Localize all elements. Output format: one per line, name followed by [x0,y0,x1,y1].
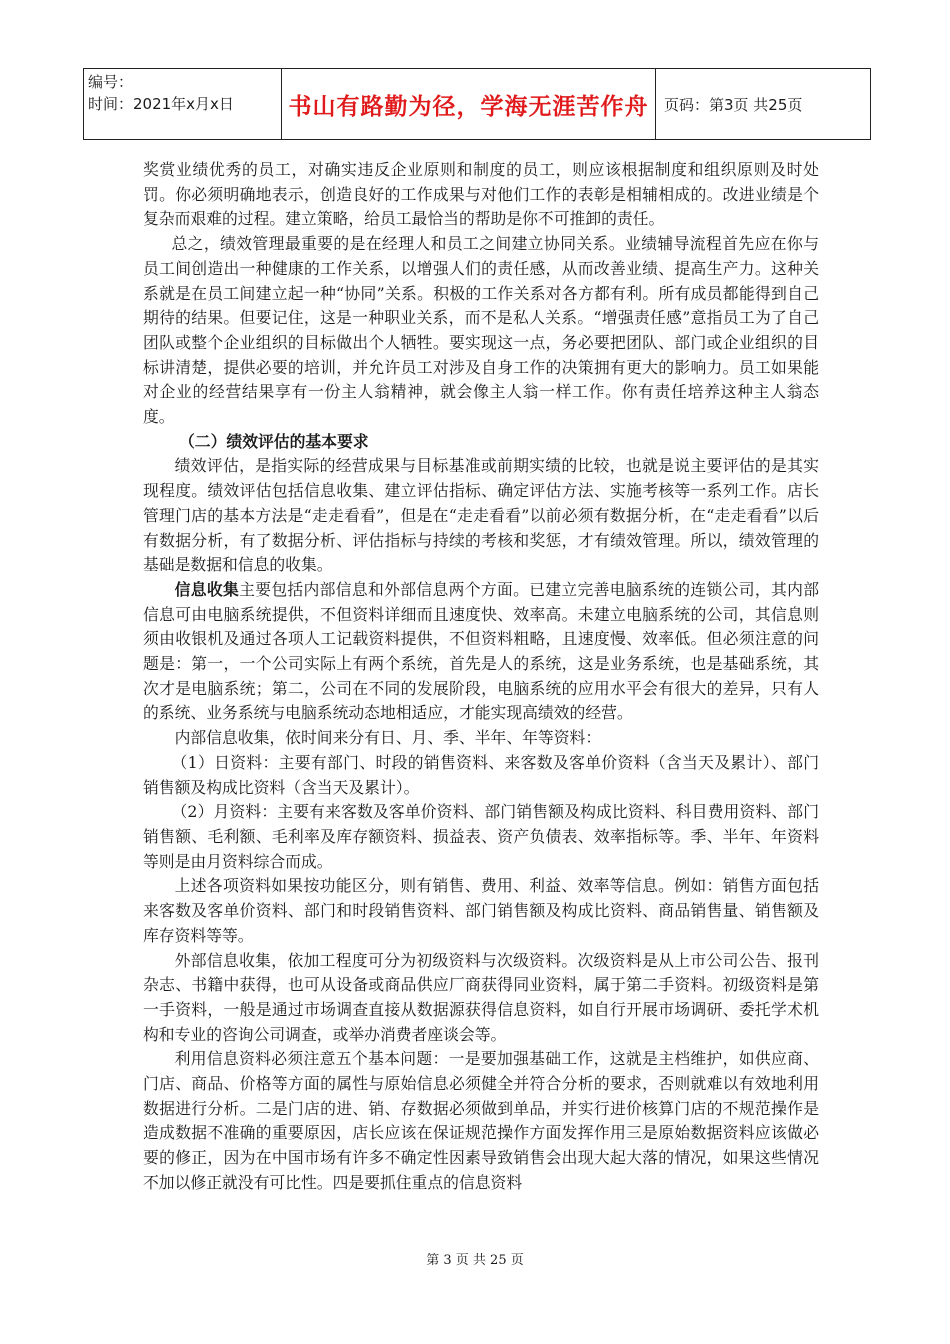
paragraph [143,578,819,726]
document-date: 时间：2021年x月x日 [88,95,234,113]
section-heading: （二）绩效评估的基本要求 [179,431,369,451]
header-meta [84,69,282,139]
paragraph: 总之，绩效管理最重要的是在经理人和员工之间建立协同关系。业绩辅导流程首先应在你与员工间创造出一种健康的工作关系，以增强人们的责任感，从而改善业绩、提高生产力。这种关系就是在员工间建立起一种“协同”关系。积极的工作关系对各方都有利。所有成员都能得到自己期待的结果。但要记住，这是一种职业关系，而不是私人关系。“增强责任感”意指员工为了自己团队或整个企业组织的目标做出个人牺牲。要实现这一点，务必要把团队、部门或企业组织的目标讲清楚，提供必要的培训，并允许员工对涉及自身工作的决策拥有更大的影响力。员工如果能对企业的经营结果享有一份主人翁精神，就会像主人翁一样工作。你有责任培养这种主人翁态度。 [143,234,819,427]
paragraph: 上述各项资料如果按功能区分，则有销售、费用、利益、效率等信息。例如：销售方面包括来客数及客单价资料、部门和时段销售资料、部门销售额及构成比资料、商品销售量、销售额及库存资料等等。 [143,876,819,945]
bold-term: 信息收集 [174,579,240,599]
page-header [83,68,871,140]
paragraph-text: 主要包括内部信息和外部信息两个方面。已建立完善电脑系统的连锁公司，其内部信息可由电脑系统提供，不但资料详细而且速度快、效率高。未建立电脑系统的公司，其信息则须由收银机及通过各项人工记载资料提供，不但资料粗略，且速度慢、效率低。但必须注意的问题是：第一，一个公司实际上有两个系统，首先是人的系统，这是业务系统，也是基础系统，其次才是电脑系统；第二，公司在不同的发展阶段，电脑系统的应用水平会有很大的差异，只有人的系统、业务系统与电脑系统动态地相适应，才能实现高绩效的经营。 [143,579,819,723]
header-page-info: 页码：第3页 共25页 [664,95,803,114]
paragraph: 奖赏业绩优秀的员工，对确实违反企业原则和制度的员工，则应该根据制度和组织原则及时处罚。你必须明确地表示，创造良好的工作成果与对他们工作的表彰是相辅相成的。改进业绩是个复杂而艰难的过程。建立策略，给员工最恰当的帮助是你不可推卸的责任。 [143,160,819,229]
header-motto: 书山有路勤为径，学海无涯苦作舟 [282,69,656,139]
paragraph: 利用信息资料必须注意五个基本问题：一是要加强基础工作，这就是主档维护，如供应商、门店、商品、价格等方面的属性与原始信息必须健全并符合分析的要求，否则就难以有效地利用数据进行分析。二是门店的进、销、存数据必须做到单品，并实行进价核算门店的不规范操作是造成数据不准确的重要原因，店长应该在保证规范操作方面发挥作用三是原始数据资料应该做必要的修正，因为在中国市场有许多不确定性因素导致销售会出现大起大落的情况，如果这些情况不加以修正就没有可比性。四是要抓住重点的信息资料 [143,1049,819,1192]
paragraph: 外部信息收集，依加工程度可分为初级资料与次级资料。次级资料是从上市公司公告、报刊杂志、书籍中获得，也可从设备或商品供应厂商获得同业资料，属于第二手资料。初级资料是第一手资料，一般是通过市场调查直接从数据源获得信息资料，如自行开展市场调研、委托学术机构和专业的咨询公司调查，或举办消费者座谈会等。 [143,950,819,1044]
paragraph: 绩效评估，是指实际的经营成果与目标基准或前期实绩的比较，也就是说主要评估的是其实现程度。绩效评估包括信息收集、建立评估指标、确定评估方法、实施考核等一系列工作。店长管理门店的基本方法是“走走看看”，但是在“走走看看”以前必须有数据分析，在“走走看看”以后有数据分析，有了数据分析、评估指标与持续的考核和奖惩，才有绩效管理。所以，绩效管理的基础是数据和信息的收集。 [143,456,819,575]
list-item: （2）月资料：主要有来客数及客单价资料、部门销售额及构成比资料、科目费用资料、部门销售额、毛利额、毛利率及库存额资料、损益表、资产负债表、效率指标等。季、半年、年资料等则是由月资料综合而成。 [143,802,819,871]
document-body [143,158,819,1196]
paragraph: 内部信息收集，依时间来分有日、月、季、半年、年等资料： [174,728,602,748]
page-footer: 第 3 页 共 25 页 [426,1253,524,1268]
document-number-label: 编号： [88,73,134,91]
list-item: （1）日资料：主要有部门、时段的销售资料、来客数及客单价资料（含当天及累计）、部门销售额及构成比资料（含当天及累计）。 [143,752,819,797]
